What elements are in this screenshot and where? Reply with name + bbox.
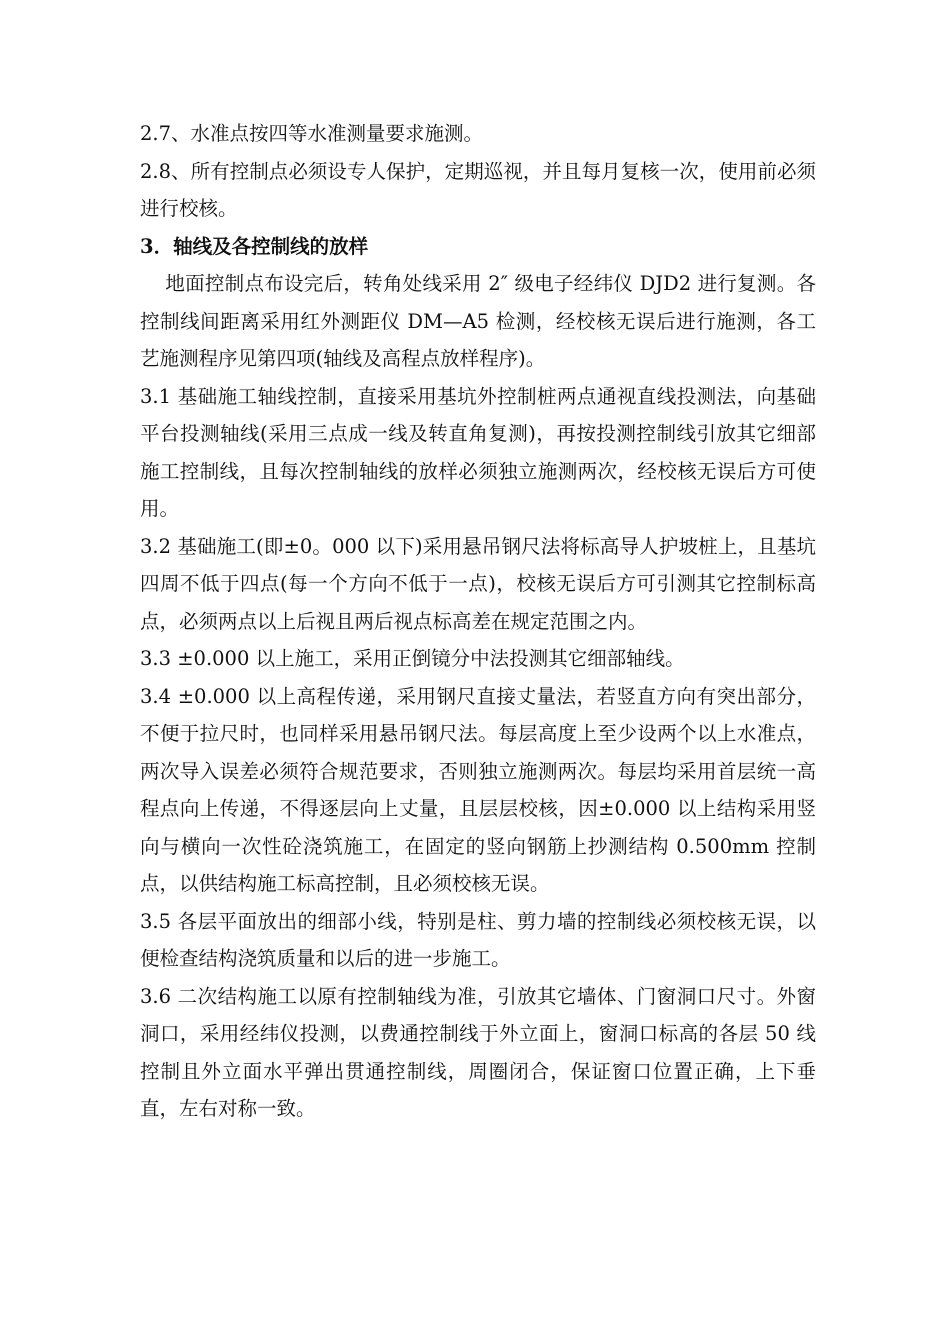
paragraph-3-5: 3.5 各层平面放出的细部小线，特别是柱、剪力墙的控制线必须校核无误，以便检查结构浇筑质量和以后的进一步施工。 bbox=[140, 909, 816, 970]
paragraph-3-2: 3.2 基础施工(即±0。000 以下)采用悬吊钢尺法将标高导人护坡桩上，且基坑四周不低于四点(每一个方向不低于一点)，校核无误后方可引测其它控制标高点，必须两点以上后视且两后视点标高差在规定范围之内。 bbox=[140, 534, 816, 633]
paragraph-3-6: 3.6 二次结构施工以原有控制轴线为准，引放其它墙体、门窗洞口尺寸。外窗洞口，采用经纬仪投测，以费通控制线于外立面上，窗洞口标高的各层 50 线控制且外立面水平弹出贯通控制线，周圈闭合，保证窗口位置正确，上下垂直，左右对称一致。 bbox=[140, 984, 816, 1120]
section-heading-3: 3．轴线及各控制线的放样 bbox=[140, 234, 369, 258]
paragraph-3-4: 3.4 ±0.000 以上高程传递，采用钢尺直接丈量法，若竖直方向有突出部分，不便于拉尺时，也同样采用悬吊钢尺法。每层高度上至少设两个以上水准点，两次导入误差必须符合规范要求，否则独立施测两次。每层均采用首层统一高程点向上传递，不得逐层向上丈量，且层层校核，因±0.000 以上结构采用竖向与横向一次性砼浇筑施工，在固定的竖向钢筋上抄测结构 0.500mm 控制点，以供结构施工标高控制，且必须校核无误。 bbox=[140, 684, 816, 895]
paragraph-3-3: 3.3 ±0.000 以上施工，采用正倒镜分中法投测其它细部轴线。 bbox=[140, 647, 685, 670]
paragraph-3-1: 3.1 基础施工轴线控制，直接采用基坑外控制桩两点通视直线投测法，向基础平台投测轴线(采用三点成一线及转直角复测)，再按投测控制线引放其它细部施工控制线，且每次控制轴线的放样必须独立施测两次，经校核无误后方可使用。 bbox=[140, 384, 816, 520]
paragraph-2-8: 2.8、所有控制点必须设专人保护，定期巡视，并且每月复核一次，使用前必须进行校核。 bbox=[140, 159, 816, 220]
document-page bbox=[140, 115, 816, 1128]
paragraph-3-intro: 地面控制点布设完后，转角处线采用 2″ 级电子经纬仪 DJD2 进行复测。各控制线间距离采用红外测距仪 DM—A5 检测，经校核无误后进行施测，各工艺施测程序见第四项(轴线及高程点放样程序)。 bbox=[140, 272, 816, 370]
paragraph-2-7: 2.7、水准点按四等水准测量要求施测。 bbox=[140, 122, 484, 145]
